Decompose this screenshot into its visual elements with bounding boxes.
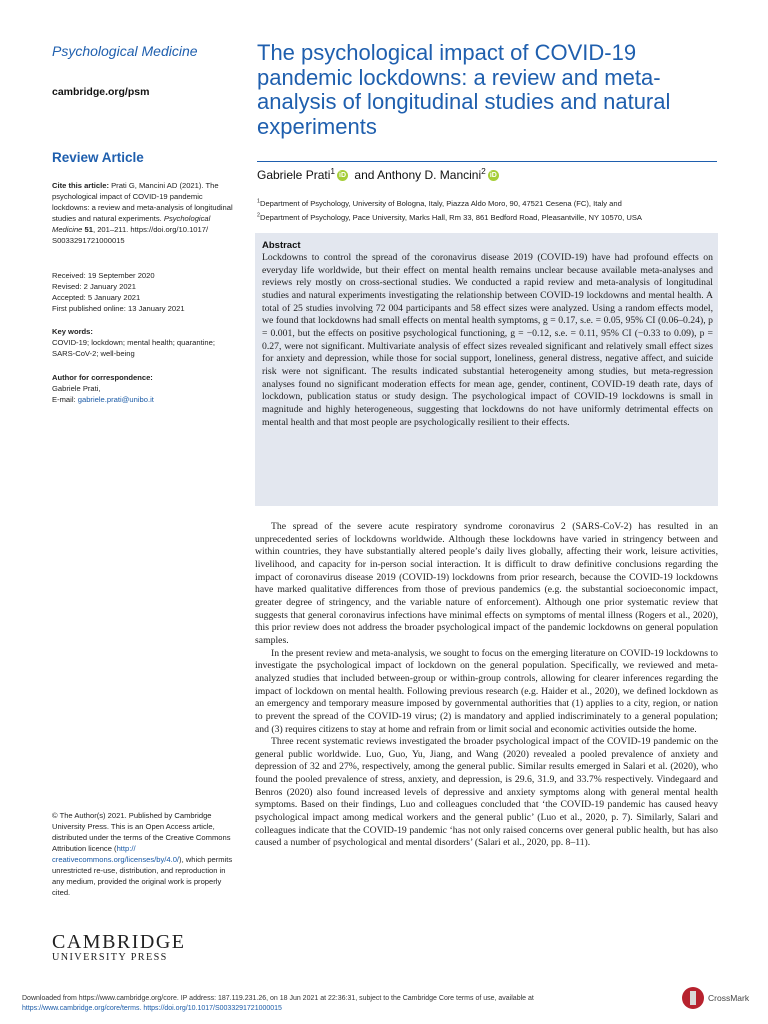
correspondence-name: Gabriele Prati,	[52, 384, 101, 393]
citation-journal: Psychological Medicine	[52, 214, 211, 234]
date-published: First published online: 13 January 2021	[52, 304, 185, 313]
footer-terms-link[interactable]: https://www.cambridge.org/core/terms. https://doi.org/10.1017/S0033291721000015	[22, 1005, 282, 1012]
abstract-heading: Abstract	[262, 240, 301, 251]
article-type: Review Article	[52, 150, 144, 165]
author-conjunction: and	[354, 168, 375, 182]
journal-site-link[interactable]: cambridge.org/psm	[52, 86, 150, 98]
citation-block	[52, 180, 237, 246]
body-paragraph: Three recent systematic reviews investigated the broader psychological impact of the COVID-19 pandemic on the general public worldwide. Luo, Guo, Yu, Jiang, and Wang (2020) revealed a pooled prevalence of anxiety and depression of 32 and 27%, respectively, among the general public. Similar results emerged in Salari et al. (2020), who found the pooled prevalence of stress, anxiety, and depression, is 29.6, 31.9, and 33.7% respectively. Vindegaard and Benros (2020) also found increased levels of depressive and anxiety symptoms along with general mental health symptoms. Based on their findings, Luo and colleagues concluded that ‘the COVID-19 pandemic has caused heavy psychological impact among medical workers and the general public’ (Luo et al., 2020, p. 7). Similarly, Salari and colleagues indicate that the COVID-19 pandemic ‘has not only raised concerns over general public health, but has also caused a number of psychological and mental disorders’ (Salari et al., 2020, pp. 8–11).	[255, 736, 718, 849]
body-paragraph: The spread of the severe acute respiratory syndrome coronavirus 2 (SARS-CoV-2) has resulted in an unprecedented series of lockdowns worldwide. Although these lockdowns have varied in stringency between and within countries, they have substantially altered people’s daily lives globally, affecting their work, leisure activities, livelihood, and capacity for in-person social interaction. It is difficult to draw definitive conclusions regarding the impact of coronavirus disease 2019 (COVID-19) lockdowns from prior research, because the COVID-19 lockdowns have marked qualitative differences from those of previous pandemics (e.g. the substantial socioeconomic impact, greater degree of stringency, and the variable nature of enforcement). Although one prior systematic review that suggests that general coronavirus infections have minimal effects on symptoms of mental illness (Rogers et al., 2020), this prior review does not address the broader psychological impact of the pandemic lockdowns on general population samples.	[255, 521, 718, 646]
correspondence-block	[52, 372, 237, 405]
body-paragraph: In the present review and meta-analysis, we sought to focus on the emerging literature on COVID-19 lockdowns to investigate the psychological impact of lockdown on the general population. Specifically, we reviewed and meta-analyzed studies that included between-group or within-group controls, allowing for clearer inferences regarding the impact of lockdown on mental health. Following previous research (e.g. Haider et al., 2020), we defined lockdown as an emergency and temporary measure imposed by governmental authorities that (1) applies to a city, region, or nation to prevent the spread of the COVID-19 virus; (2) is mandatory and applied indiscriminately to a general population; and (3) requires citizens to stay at home and refrain from or limit social and economic activities outside the home.	[255, 647, 718, 735]
affiliation-marker: 1	[330, 166, 336, 176]
crossmark-icon	[682, 987, 704, 1009]
article-dates	[52, 270, 237, 314]
journal-name: Psychological Medicine	[52, 43, 198, 59]
citation-volume: 51	[84, 225, 93, 234]
orcid-icon[interactable]: iD	[489, 172, 497, 180]
affiliation-marker: 2	[481, 166, 486, 176]
citation-text: Prati G, Mancini AD (2021). The psychological impact of COVID-19 pandemic lockdowns: a review and meta-analysis of longitudinal studies and natural experiments.	[52, 181, 233, 223]
download-footer	[22, 994, 662, 1014]
footer-line: Downloaded from https://www.cambridge.org/core. IP address: 187.119.231.26, on 18 Jun 2021 at 22:36:31, subject to the Cambridge Core terms of use, available at	[22, 995, 534, 1002]
author-name[interactable]: Gabriele Prati	[257, 168, 331, 182]
license-text: © The Author(s) 2021. Published by Cambridge University Press. This is an Open Access article, distributed under the terms of the Creative Commons Attribution licence (http:// creativecommons.org/licenses/by/4.0/), which permits unrestricted re-use, distribution, and reproduction in any medium, provided the original work is properly cited.	[52, 811, 233, 897]
date-revised: Revised: 2 January 2021	[52, 282, 137, 291]
affiliation: $^1$Department of Psychology, University of Bologna, Italy, Piazza Aldo Moro, 90, 47521 Cesena (FC), Italy and	[257, 198, 622, 208]
affiliation: $^2$Department of Psychology, Pace University, Marks Hall, Rm 33, 861 Bedford Road, Pleasantville, NY 10570, USA	[257, 212, 642, 222]
orcid-icon[interactable]: iD	[339, 172, 347, 180]
publisher-logo-line2: UNIVERSITY PRESS	[52, 952, 168, 963]
keywords-text: COVID-19; lockdown; mental health; quarantine; SARS-CoV-2; well-being	[52, 338, 215, 358]
correspondence-label: Author for correspondence:	[52, 373, 153, 382]
author-list	[257, 168, 502, 182]
citation-pages-doi[interactable]: , 201–211. https://doi.org/10.1017/ S0033291721000015	[52, 225, 209, 245]
date-accepted: Accepted: 5 January 2021	[52, 293, 141, 302]
license-link[interactable]: http:// creativecommons.org/licenses/by/4.0/	[52, 844, 180, 864]
article-title: The psychological impact of COVID-19 pandemic lockdowns: a review and meta-analysis of longitudinal studies and natural experiments	[257, 40, 671, 139]
crossmark-label: CrossMark	[708, 993, 750, 1003]
publisher-logo-line1: CAMBRIDGE	[52, 931, 186, 953]
crossmark-badge[interactable]	[682, 987, 758, 1011]
keywords-block	[52, 326, 237, 359]
date-received: Received: 19 September 2020	[52, 271, 155, 280]
title-divider	[257, 161, 717, 162]
abstract-text: Lockdowns to control the spread of the coronavirus disease 2019 (COVID-19) have had profound effects on everyday life worldwide, but their effect on mental health remains unclear because available meta-analyses and reviews rely mostly on cross-sectional studies. We conducted a rapid review and meta-analysis of longitudinal studies and natural experiments investigating the relationship between COVID-19 lockdowns and mental health. A total of 25 studies involving 72 004 participants and 58 effect sizes were analyzed. Using a random effects model, we found that lockdowns had small effects on mental health symptoms, g = 0.17, s.e. = 0.05, 95% CI (0.06–0.24), p = 0.001, but the effects on positive psychological functioning, g = −0.12, s.e. = 0.11, 95% CI (−0.33 to 0.09), p = 0.27, were not significant. Multivariate analysis of effect sizes revealed significant and relatively small effect sizes for anxiety and depression, while those for social support, loneliness, general distress, negative affect, and suicide risk were not significant. The results indicated substantial heterogeneity among studies, but meta-regression analyses found no significant moderation effects for mean age, gender, continent, COVID-19 death rate, days of lockdown, publication status or study design. The psychological impact of COVID-19 lockdowns is small in magnitude and highly heterogeneous, suggesting that lockdowns do not have uniformly detrimental effects on mental health and that most people are psychologically resilient to their effects.	[262, 252, 713, 428]
email-link[interactable]: gabriele.prati@unibo.it	[77, 395, 154, 404]
citation-label: Cite this article:	[52, 181, 109, 190]
keywords-label: Key words:	[52, 327, 93, 336]
article-body	[255, 521, 718, 850]
email-label: E-mail:	[52, 395, 76, 404]
author-name[interactable]: Anthony D. Mancini	[377, 168, 482, 182]
publisher-logo	[52, 932, 186, 964]
affiliations	[257, 197, 642, 225]
